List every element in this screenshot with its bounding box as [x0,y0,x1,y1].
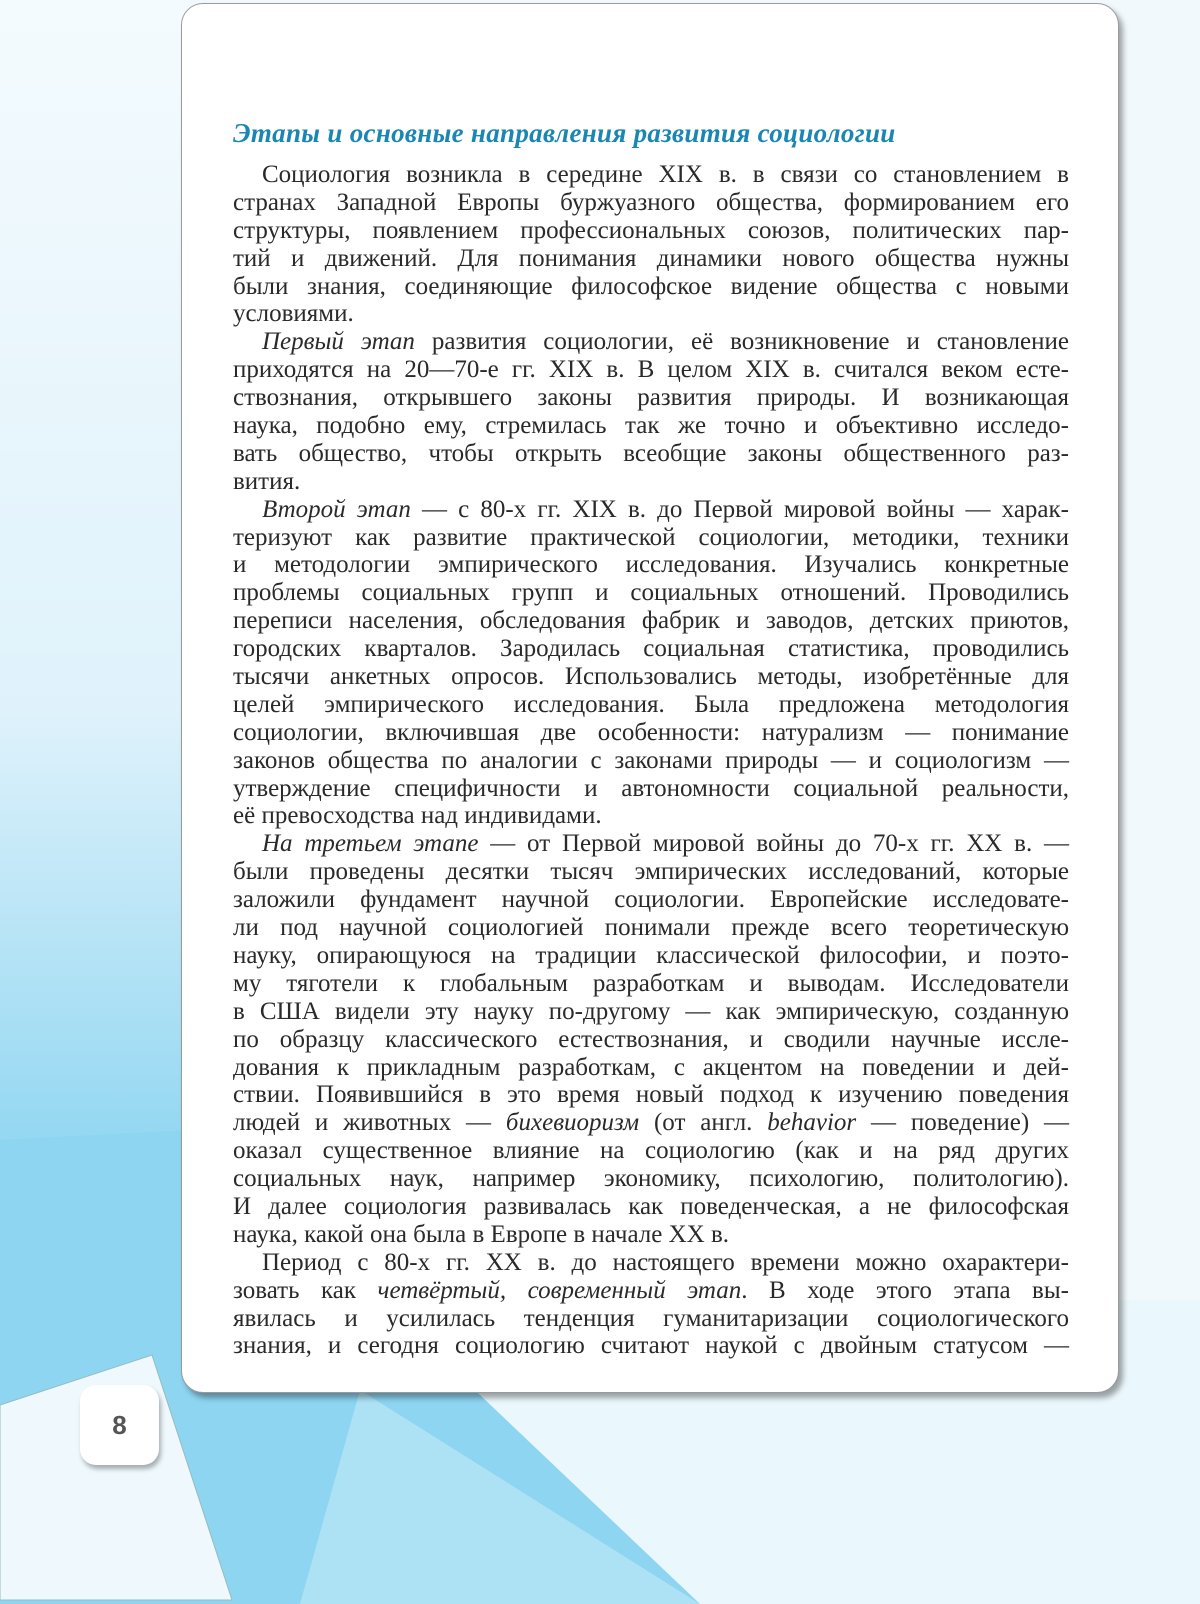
text-line [233,691,1069,719]
text-line [233,161,1069,189]
text-segment: проблемы социальных групп и социальных отношений. Проводились [233,579,1069,607]
text-segment: (от англ. [639,1109,768,1137]
text-line [233,551,1069,579]
body-text [233,161,1069,1360]
text-line [233,1137,1069,1165]
page-number: 8 [80,1385,159,1465]
text-line [233,1193,1069,1221]
text-line [233,328,1069,356]
text-segment: условиями. [233,300,354,328]
text-line [233,384,1069,412]
text-segment: Социология возникла в середине XIX в. в связи со становлением в [262,161,1069,188]
text-segment: развития социологии, её возникновение и становление [414,328,1069,356]
text-segment: социологии, включившая две особенности: натурализм — понимание [233,718,1069,746]
text-segment: социальных наук, например экономику, психологию, политологию). [233,1165,1069,1193]
text-segment: ли под научной социологией понимали прежде всего теоретическую [233,914,1069,942]
section-heading: Этапы и основные направления развития социологии [233,118,896,148]
text-segment: дования к прикладным разработкам, с акцентом на поведении и дей- [233,1053,1069,1081]
text-line [233,1332,1069,1360]
text-segment: утверждение специфичности и автономности социальной реальности, [233,774,1069,802]
text-line [233,300,1069,328]
text-line [233,607,1069,635]
text-line [233,914,1069,942]
text-segment: оказал существенное влияние на социологию (как и на ряд других [233,1137,1069,1165]
paragraph [233,830,1069,1248]
text-line [233,579,1069,607]
text-segment: — с 80-х гг. XIX в. до Первой мировой войны — харак- [410,495,1069,523]
text-line [233,468,1069,496]
text-segment: — от Первой мировой войны до 70-х гг. XX в. — [478,830,1069,858]
text-segment: городских кварталов. Зародилась социальная статистика, проводились [233,635,1069,663]
paragraph [233,1249,1069,1361]
text-segment: были проведены десятки тысяч эмпирических исследований, которые [233,858,1069,886]
text-segment: приходятся на 20—70-е гг. XIX в. В целом XIX в. считался веком есте- [233,356,1069,384]
text-line [233,440,1069,468]
paragraph [233,328,1069,495]
text-segment: людей и животных — [233,1109,506,1137]
text-segment: вать общество, чтобы открыть всеобщие законы общественного раз- [233,439,1069,467]
paragraph [233,161,1069,328]
text-segment: теризуют как развитие практической социологии, методики, техники [233,523,1069,551]
text-segment: переписи населения, обследования фабрик и заводов, детских приютов, [233,607,1069,635]
text-segment: вития. [233,467,301,495]
text-line [233,830,1069,858]
text-segment: были знания, соединяющие философское видение общества с новыми [233,272,1069,300]
italic-term: Второй этап [262,495,411,523]
text-line [233,1054,1069,1082]
text-segment: её превосходства над индивидами. [233,802,602,830]
text-segment: Период с 80-х гг. XX в. до настоящего времени можно охарактери- [262,1248,1069,1276]
text-segment: ствии. Появившийся в это время новый подход к изучению поведения [233,1081,1069,1109]
text-segment: тий и движений. Для понимания динамики нового общества нужны [233,244,1069,272]
text-line [233,747,1069,775]
text-line [233,1081,1069,1109]
text-line [233,189,1069,217]
italic-term: На третьем этапе [262,830,479,858]
text-line [233,217,1069,245]
text-line [233,1277,1069,1305]
text-line [233,663,1069,691]
text-line [233,496,1069,524]
text-segment: наука, какой она была в Европе в начале XX в. [233,1220,730,1248]
text-segment: заложили фундамент научной социологии. Европейские исследовате- [233,886,1069,914]
text-line [233,1249,1069,1277]
text-segment: в США видели эту науку по-другому — как эмпирическую, созданную [233,997,1069,1025]
text-line [233,1109,1069,1137]
italic-term: behavior [767,1109,857,1137]
text-segment: странах Западной Европы буржуазного общества, формированием его [233,188,1069,216]
text-line [233,802,1069,830]
text-line [233,273,1069,301]
text-line [233,942,1069,970]
paragraph [233,496,1069,831]
text-line [233,775,1069,803]
text-segment: целей эмпирического исследования. Была предложена методология [233,690,1069,718]
text-line [233,1026,1069,1054]
text-line [233,886,1069,914]
text-segment: наука, подобно ему, стремилась так же точно и объективно исследо- [233,412,1069,440]
text-line [233,635,1069,663]
text-segment: и методологии эмпирического исследования. Изучались конкретные [233,551,1069,579]
text-segment: . В ходе этого этапа вы- [741,1276,1069,1304]
text-segment: му тяготели к глобальным разработкам и выводам. Исследователи [233,969,1069,997]
italic-term: Первый этап [262,328,415,356]
text-segment: тысячи анкетных опросов. Использовались методы, изобретённые для [233,663,1069,691]
text-segment: ствознания, открывшего законы развития природы. И возникающая [233,384,1069,412]
text-line [233,412,1069,440]
italic-term: бихевиоризм [505,1109,640,1137]
text-line [233,1305,1069,1333]
text-line [233,1221,1069,1249]
text-line [233,858,1069,886]
text-line [233,356,1069,384]
text-segment: знания, и сегодня социологию считают наукой с двойным статусом — [233,1332,1069,1360]
text-segment: законов общества по аналогии с законами природы — и социологизм — [233,746,1069,774]
text-line [233,970,1069,998]
text-segment: по образцу классического естествознания, и сводили научные иссле- [233,1025,1069,1053]
text-line [233,998,1069,1026]
text-line [233,245,1069,273]
italic-term: четвёртый, современный этап [377,1276,742,1304]
text-segment: И далее социология развивалась как поведенческая, а не философская [233,1192,1069,1220]
text-line [233,1165,1069,1193]
text-segment: науку, опирающуюся на традиции классической философии, и поэто- [233,941,1069,969]
text-segment: явилась и усилилась тенденция гуманитаризации социологического [233,1304,1069,1332]
text-line [233,719,1069,747]
text-segment: зовать как [233,1276,378,1304]
text-segment: структуры, появлением профессиональных союзов, политических пар- [233,216,1069,244]
text-segment: — поведение) — [856,1109,1069,1137]
text-line [233,524,1069,552]
